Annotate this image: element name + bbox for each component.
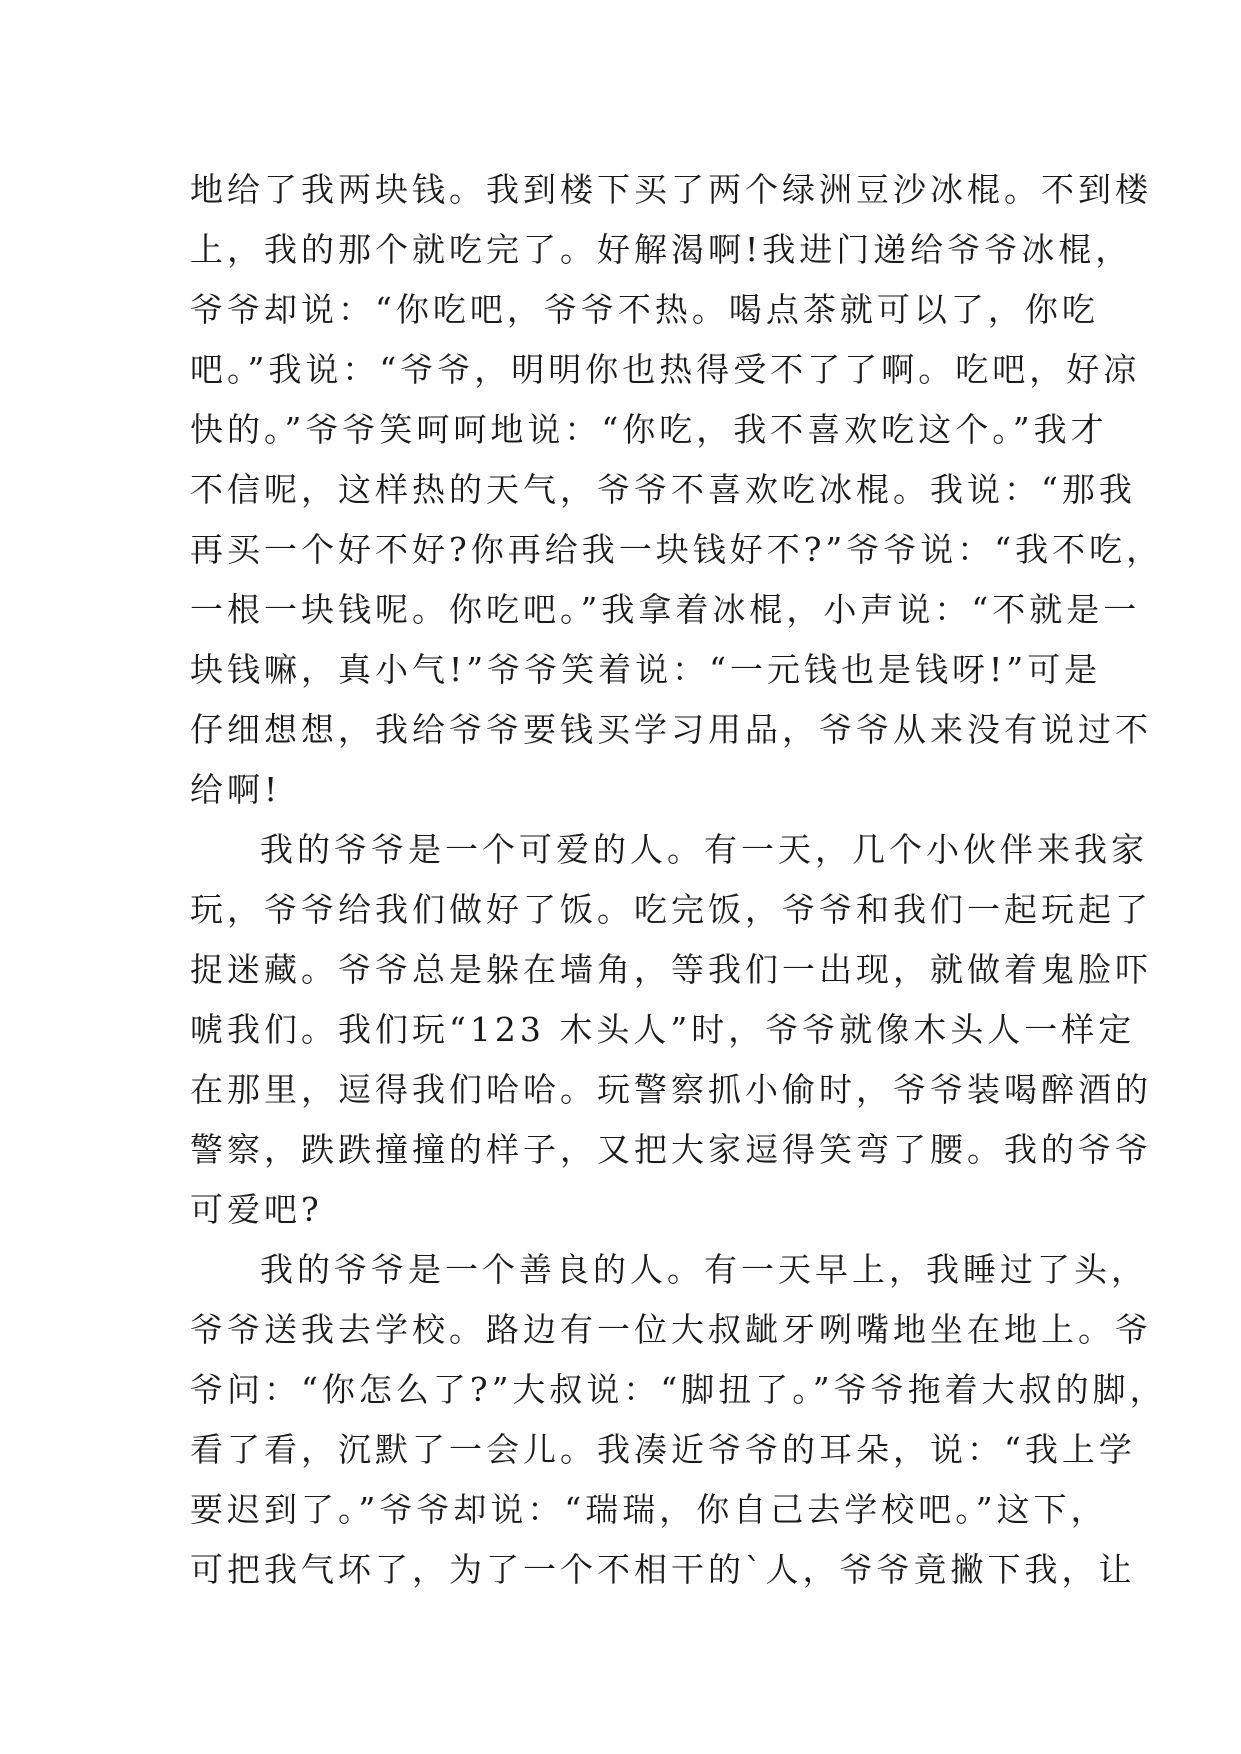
text-line: 仔细想想，我给爷爷要钱买学习用品，爷爷从来没有说过不 [190, 710, 1152, 749]
text-line: 要迟到了。”爷爷却说：“瑞瑞，你自己去学校吧。”这下， [190, 1490, 1108, 1529]
text-line: 爷问：“你怎么了?”大叔说：“脚扭了。”爷爷拖着大叔的脚， [190, 1370, 1167, 1409]
text-line: 吧。”我说：“爷爷，明明你也热得受不了了啊。吃吧，好凉 [190, 350, 1141, 389]
body-text [190, 160, 1167, 1600]
text-line: 再买一个好不好?你再给我一块钱好不?”爷爷说：“我不吃， [190, 530, 1164, 569]
text-line: 可把我气坏了，为了一个不相干的`人，爷爷竟撇下我，让 [190, 1550, 1136, 1589]
text-line: 地给了我两块钱。我到楼下买了两个绿洲豆沙冰棍。不到楼 [190, 170, 1152, 209]
text-line: 看了看，沉默了一会儿。我凑近爷爷的耳朵，说：“我上学 [190, 1430, 1136, 1469]
text-line: 快的。”爷爷笑呵呵地说：“你吃，我不喜欢吃这个。”我才 [190, 410, 1108, 449]
text-line: 爷爷却说：“你吃吧，爷爷不热。喝点茶就可以了，你吃 [190, 290, 1099, 329]
text-line: 我的爷爷是一个可爱的人。有一天，几个小伙伴来我家 [260, 830, 1148, 869]
text-line: 唬我们。我们玩“123 木头人”时，爷爷就像木头人一样定 [190, 1010, 1136, 1049]
text-line: 捉迷藏。爷爷总是躲在墙角，等我们一出现，就做着鬼脸吓 [190, 950, 1152, 989]
text-line: 给啊! [190, 770, 282, 809]
text-line: 块钱嘛，真小气!”爷爷笑着说：“一元钱也是钱呀!”可是 [190, 650, 1102, 689]
text-line: 爷爷送我去学校。路边有一位大叔龇牙咧嘴地坐在地上。爷 [190, 1310, 1152, 1349]
text-line: 不信呢，这样热的天气，爷爷不喜欢吃冰棍。我说：“那我 [190, 470, 1136, 509]
text-line: 玩，爷爷给我们做好了饭。吃完饭，爷爷和我们一起玩起了 [190, 890, 1152, 929]
text-line: 在那里，逗得我们哈哈。玩警察抓小偷时，爷爷装喝醉酒的 [190, 1070, 1152, 1109]
text-line: 我的爷爷是一个善良的人。有一天早上，我睡过了头， [260, 1250, 1148, 1289]
text-line: 警察，跌跌撞撞的样子，又把大家逗得笑弯了腰。我的爷爷 [190, 1130, 1152, 1169]
text-line: 上，我的那个就吃完了。好解渴啊!我进门递给爷爷冰棍， [190, 230, 1133, 269]
text-line: 可爱吧? [190, 1190, 323, 1229]
text-line: 一根一块钱呢。你吃吧。”我拿着冰棍，小声说：“不就是一 [190, 590, 1141, 629]
